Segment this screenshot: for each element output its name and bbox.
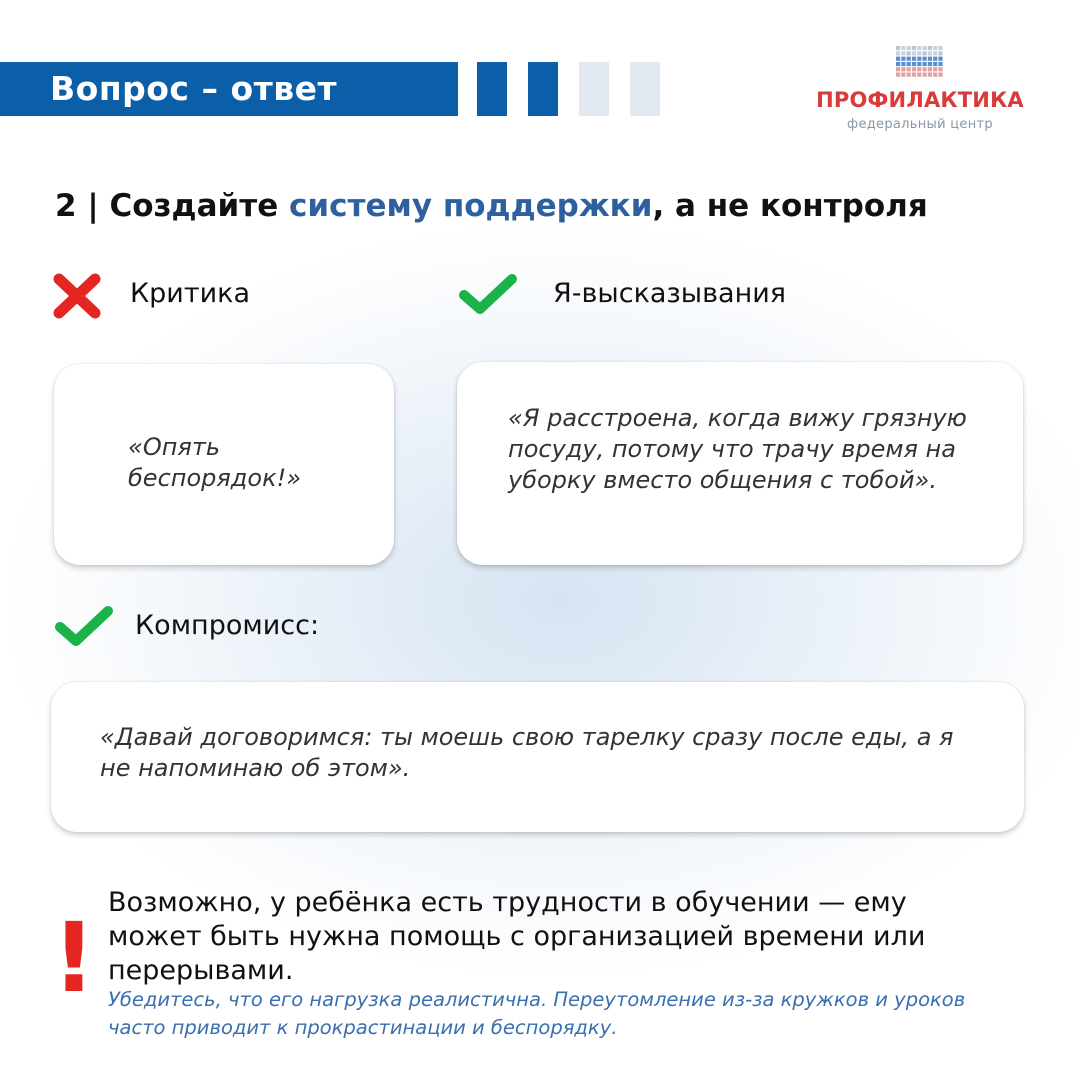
header-stripe (477, 62, 507, 116)
i-statements-label: Я-высказывания (553, 278, 787, 309)
check-icon (456, 270, 520, 318)
criticism-quote: «Опять беспорядок!» (128, 433, 302, 492)
i-statements-quote: «Я расстроена, когда вижу грязную посуду, потому что трачу время на уборку вместо общения с тобой». (508, 404, 967, 494)
header-title: Вопрос – ответ (50, 69, 338, 108)
headline-number: 2 | (55, 188, 99, 224)
headline-part2: , а не контроля (652, 188, 928, 224)
header-stripe (579, 62, 609, 116)
header-stripe (630, 62, 660, 116)
grid-logo-icon (896, 46, 944, 78)
logo-name: ПРОФИЛАКТИКА (816, 88, 1024, 112)
exclamation-icon: ! (52, 902, 96, 1014)
compromise-label: Компромисс: (135, 610, 320, 641)
cross-icon (50, 271, 104, 321)
compromise-quote: «Давай договоримся: ты моешь свою тарелку сразу после еды, а я не напоминаю об этом». (100, 723, 954, 782)
i-statements-card (457, 362, 1023, 565)
headline-highlight: систему поддержки (289, 188, 653, 224)
criticism-label: Критика (130, 278, 250, 309)
page-title (55, 188, 928, 224)
note-main-text: Возможно, у ребёнка есть трудности в обучении — ему может быть нужна помощь с организацией времени или перерывами. (108, 887, 926, 986)
header-stripe (528, 62, 558, 116)
criticism-card (54, 364, 394, 565)
compromise-card (51, 682, 1024, 832)
headline-part1: Создайте (109, 188, 279, 224)
note-sub-text: Убедитесь, что его нагрузка реалистична. Переутомление из-за кружков и уроков часто приводит к прокрастинации и беспорядку. (108, 988, 966, 1039)
logo-subtitle: федеральный центр (847, 117, 993, 132)
check-icon (52, 602, 116, 650)
